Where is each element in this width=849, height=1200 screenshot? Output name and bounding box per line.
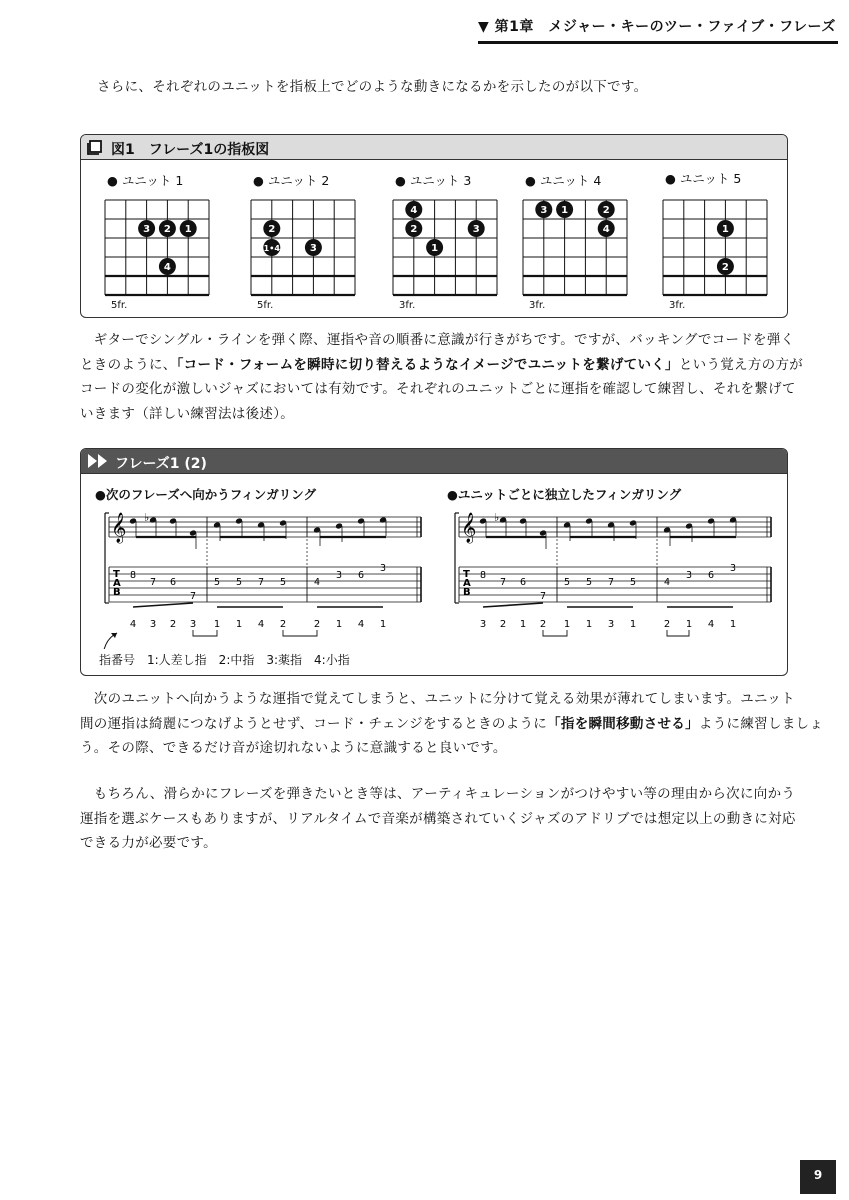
paragraph-1 [80, 328, 803, 426]
finger-number: 1 [585, 619, 593, 630]
finger-number: 4 [357, 619, 365, 630]
fretboard-diagram [391, 193, 503, 303]
treble-clef-icon: 𝄞 [111, 513, 127, 543]
finger-number: 1•4 [263, 244, 280, 253]
tab-fret-number: 5 [213, 577, 221, 588]
fingering-bracket [193, 630, 217, 636]
tab-clef-letter: B [463, 587, 471, 598]
paragraph-line: もちろん、滑らかにフレーズを弾きたいとき等は、アーティキュレーションがつけやすい等の理由から次に向かう [80, 786, 796, 802]
paragraph-2 [80, 687, 823, 761]
paragraph-line [80, 353, 803, 378]
paragraph-line: ギターでシングル・ラインを弾く際、運指や音の順番に意識が行きがちです。ですが、バッキングでコードを弾く [80, 332, 795, 348]
left-subtitle: ●次のフレーズへ向かうフィンガリング [95, 487, 317, 502]
finger-number: 1 [431, 243, 439, 254]
paragraph-line: う。その際、できるだけ音が途切れないように意識すると良いです。 [80, 740, 507, 756]
tab-fret-number: 7 [607, 577, 615, 588]
finger-number: 1 [519, 619, 527, 630]
fingering-bracket [543, 630, 567, 636]
fretboard-diagram [521, 193, 633, 303]
tab-fret-number: 5 [279, 577, 287, 588]
emphasis-text: 「指を瞬間移動させる」 [547, 715, 699, 732]
flat-sign: ♭ [144, 511, 150, 524]
fret-position: 5fr. [111, 300, 128, 311]
tab-clef-letter: T [463, 569, 470, 580]
figure-title: 図1 フレーズ1の指板図 [111, 142, 270, 158]
tab-clef-letter: T [113, 569, 120, 580]
treble-clef-icon: 𝄞 [461, 513, 477, 543]
finger-number: 4 [602, 224, 610, 235]
chapter-header [478, 12, 838, 38]
fret-position: 3fr. [669, 300, 686, 311]
flat-sign: ♭ [494, 511, 500, 524]
unit-label: ● ユニット 4 [525, 173, 602, 188]
finger-number: 1 [235, 619, 243, 630]
emphasis-text: 「コード・フォームを瞬時に切り替えるようなイメージでユニットを繋げていく」 [176, 356, 679, 373]
finger-number: 2 [410, 224, 418, 235]
tab-beam [483, 603, 543, 607]
tab-fret-number: 3 [685, 570, 693, 581]
finger-legend: 指番号 1:人差し指 2:中指 3:薬指 4:小指 [99, 653, 350, 667]
tab-fret-number: 7 [499, 577, 507, 588]
finger-number: 1 [335, 619, 343, 630]
finger-number: 2 [663, 619, 671, 630]
unit-label: ● ユニット 1 [107, 173, 184, 188]
paragraph-line: 運指を選ぶケースもありますが、リアルタイムで音楽が構築されていくジャズのアドリブでは想定以上の動きに対応 [80, 810, 796, 827]
finger-number: 3 [472, 224, 480, 235]
finger-number: 2 [721, 262, 729, 273]
unit-label: ● ユニット 2 [253, 173, 330, 188]
tab-fret-number: 3 [335, 570, 343, 581]
chapter-title: ▼ 第1章 メジャー・キーのツー・ファイブ・フレーズ [478, 19, 836, 35]
tab-fret-number: 4 [313, 577, 321, 588]
finger-number: 1 [184, 224, 192, 235]
tab-beam [133, 603, 193, 607]
finger-number: 1 [213, 619, 221, 630]
finger-number: 4 [410, 205, 418, 216]
fretboard-diagram [103, 193, 215, 303]
finger-number: 4 [129, 619, 137, 630]
double-arrow-icon [88, 454, 110, 468]
tab-fret-number: 3 [729, 563, 737, 574]
tab-fret-number: 3 [379, 563, 387, 574]
paragraph-line: いきます（詳しい練習法は後述）。 [80, 405, 295, 422]
text-run: 間の運指は綺麗につなげようとせず、コード・チェンジをするときのように [80, 715, 548, 732]
finger-number: 1 [379, 619, 387, 630]
tab-fret-number: 7 [189, 591, 197, 602]
finger-number: 4 [707, 619, 715, 630]
tab-clef-letter: A [113, 578, 121, 589]
finger-number: 3 [149, 619, 157, 630]
finger-number: 2 [163, 224, 171, 235]
finger-number: 1 [729, 619, 737, 630]
tab-fret-number: 7 [149, 577, 157, 588]
tab-clef-letter: B [113, 587, 121, 598]
tab-fret-number: 5 [629, 577, 637, 588]
square-icon [87, 140, 103, 155]
fingering-bracket [283, 630, 317, 636]
tab-fret-number: 7 [539, 591, 547, 602]
paragraph-line: 次のユニットへ向かうような運指で覚えてしまうと、ユニットに分けて覚える効果が薄れてしまいます。ユニット [80, 691, 795, 707]
tab-fret-number: 7 [257, 577, 265, 588]
finger-number: 3 [540, 205, 548, 216]
arrow-head [111, 633, 117, 638]
fretboard-diagram [249, 193, 361, 303]
text-run: ときのように、 [80, 356, 177, 373]
unit-label: ● ユニット 5 [665, 171, 742, 186]
unit-label: ● ユニット 3 [395, 173, 472, 188]
finger-number: 3 [607, 619, 615, 630]
tab-clef-letter: A [463, 578, 471, 589]
finger-number: 3 [189, 619, 197, 630]
fingering-bracket [667, 630, 689, 636]
tab-fret-number: 6 [169, 577, 177, 588]
finger-number: 2 [539, 619, 547, 630]
tab-fret-number: 6 [519, 577, 527, 588]
finger-number: 1 [721, 224, 729, 235]
paragraph-line: コードの変化が激しいジャズにおいては有効です。それぞれのユニットごとに運指を確認して練習し、それを繋げて [80, 381, 796, 397]
fretboard-figure [80, 134, 788, 318]
text-run: という覚え方の方が [678, 356, 804, 373]
finger-number: 1 [561, 205, 569, 216]
paragraph-line [80, 712, 823, 737]
finger-number: 1 [629, 619, 637, 630]
tab-fret-number: 5 [563, 577, 571, 588]
header-rule [478, 41, 838, 44]
finger-number: 2 [268, 224, 276, 235]
phrase-box [80, 448, 788, 676]
finger-number: 2 [602, 205, 610, 216]
phrase-header [81, 449, 787, 474]
finger-number: 2 [169, 619, 177, 630]
tab-fret-number: 5 [585, 577, 593, 588]
intro-text: さらに、それぞれのユニットを指板上でどのような動きになるかを示したのが以下です。 [97, 79, 648, 95]
right-subtitle: ●ユニットごとに独立したフィンガリング [447, 487, 682, 502]
finger-number: 2 [499, 619, 507, 630]
tab-fret-number: 6 [707, 570, 715, 581]
notation-figure [81, 509, 787, 649]
text-run: ように練習しましょ [698, 715, 824, 732]
fretboard-diagram [661, 193, 773, 303]
finger-number: 3 [309, 243, 317, 254]
finger-number: 1 [563, 619, 571, 630]
tab-fret-number: 5 [235, 577, 243, 588]
finger-number: 3 [479, 619, 487, 630]
finger-number: 2 [313, 619, 321, 630]
finger-number: 4 [163, 262, 171, 273]
finger-number: 4 [257, 619, 265, 630]
paragraph-3 [80, 782, 796, 856]
finger-number: 3 [143, 224, 151, 235]
figure-header [81, 135, 787, 160]
page-number-box [800, 1160, 836, 1194]
tab-fret-number: 8 [479, 570, 487, 581]
fret-position: 3fr. [529, 300, 546, 311]
tab-fret-number: 8 [129, 570, 137, 581]
fret-position: 5fr. [257, 300, 274, 311]
phrase-title: フレーズ1 (2) [115, 456, 207, 472]
page-number: 9 [813, 1168, 823, 1182]
finger-number: 1 [685, 619, 693, 630]
tab-fret-number: 4 [663, 577, 671, 588]
paragraph-line: できる力が必要です。 [80, 835, 217, 851]
finger-number: 2 [279, 619, 287, 630]
fret-position: 3fr. [399, 300, 416, 311]
tab-fret-number: 6 [357, 570, 365, 581]
